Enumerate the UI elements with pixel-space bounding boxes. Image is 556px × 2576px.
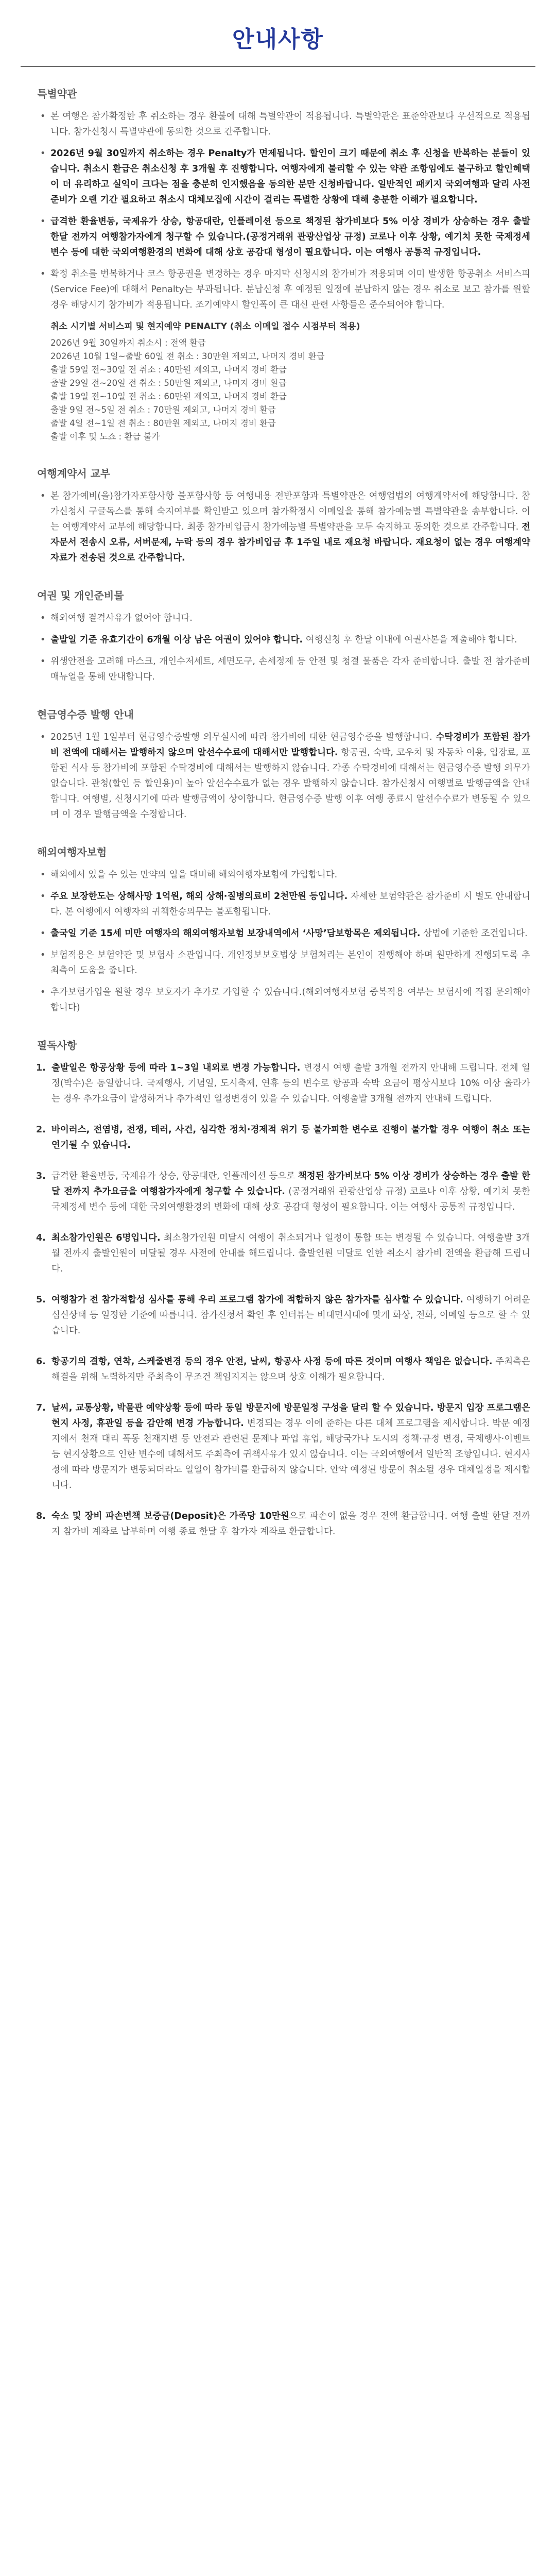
item-text-bold: 출발일 기준 유효기간이 6개월 이상 남은 여권이 있어야 합니다.: [50, 635, 303, 645]
item-number: 2.: [36, 1125, 46, 1135]
item-number: 3.: [36, 1171, 46, 1181]
schedule-title: 취소 시기별 서비스피 및 현지예약 PENALTY (취소 이메일 접수 시점부터 적용): [50, 321, 360, 332]
list-item: [21, 1509, 530, 1539]
item-text: 위생안전을 고려해 마스크, 개인수저세트, 세면도구, 손세정제 등 안전 및 청결 물품은 각자 준비합니다. 출발 전 참가준비 매뉴얼을 통해 안내합니다.: [50, 656, 530, 682]
item-text: 본 여행은 참가확정한 후 취소하는 경우 환불에 대해 특별약관이 적용됩니다. 특별약관은 표준약관보다 우선적으로 적용됩니다. 참가신청시 특별약관에 동의한 것으로 간주합니다.: [50, 111, 530, 137]
item-text: 급격한 환율변동, 국제유가 상승, 항공대란, 인플레이션 등으로: [51, 1171, 298, 1181]
list-item: [21, 146, 530, 208]
item-text: 주최측은 해결을 위해 노력하지만 주최측이 무조건 책임지지는 않으며 상호 이해가 필요합니다.: [51, 1357, 530, 1382]
list-item: [21, 214, 530, 260]
item-text: 변경시 여행 출발 3개월 전까지 안내해 드립니다. 전체 일정(박수)은 동일합니다. 국제행사, 기념일, 도시축제, 연휴 등의 변수로 항공과 숙박 요금이 평상시보다 10% 이상 올라가는 경우 추가요금이 발생하거나 추가적인 일정변경이 있을 수 있습니다. 여행출발 3개월 전까지 안내해 드립니다.: [51, 1063, 531, 1104]
item-text-bold: 바이러스, 전염병, 전쟁, 테러, 사건, 심각한 정치·경제적 위기 등 불가피한 변수로 진행이 불가할 경우 여행이 취소 또는 연기될 수 있습니다.: [51, 1125, 530, 1150]
item-text-bold: 수탁경비가 포함된 참가비 전액에 대해서는 발행하지 않으며 알선수수료에 대해서만 발행합니다.: [50, 732, 531, 758]
item-text: 여행신청 후 한달 이내에 여권사본을 제출해야 합니다.: [303, 635, 517, 645]
item-text: 최소참가인원 미달시 여행이 취소되거나 일정이 통합 또는 변경될 수 있습니다. 여행출발 3개월 전까지 출발인원이 미달될 경우 사전에 안내를 해드립니다. 출발인원 미달로 인한 취소시 참가비 전액을 환급해 드립니다.: [51, 1233, 530, 1274]
item-number: 1.: [36, 1063, 46, 1073]
section-title: 특별약관: [37, 88, 77, 100]
item-number: 7.: [36, 1403, 46, 1413]
bullet-list: [21, 730, 535, 822]
list-item: [21, 632, 530, 648]
list-item: [21, 109, 530, 140]
item-text-bold: 항공기의 결항, 연착, 스케줄변경 등의 경우 안전, 날씨, 항공사 사정 등에 따른 것이며 여행사 책임은 없습니다.: [51, 1357, 493, 1367]
section-title: 여행계약서 교부: [37, 467, 111, 480]
schedule-row: 출발 4일 전~1일 전 취소 : 80만원 제외고, 나머지 경비 환급: [50, 418, 276, 428]
list-item: [21, 926, 530, 941]
list-item: [21, 266, 530, 444]
item-text: 보험적용은 보험약관 및 보험사 소관입니다. 개인정보보호법상 보험처리는 본인이 진행해야 하며 원만하게 진행되도록 추최측이 도움을 줍니다.: [50, 950, 530, 976]
section-title: 현금영수증 발행 안내: [37, 708, 134, 721]
numbered-list: [21, 1060, 535, 1539]
list-item: [21, 1168, 530, 1215]
list-item: [21, 889, 530, 920]
item-text-bold: 최소참가인원은 6명입니다.: [51, 1233, 161, 1243]
item-number: 5.: [36, 1295, 46, 1305]
item-text-bold: 책정된 참가비보다 5% 이상 경비가 상승하는 경우 출발 한 달 전까지 추가요금을 여행참가자에게 청구할 수 있습니다.: [51, 1171, 530, 1197]
page-title: 안내사항: [232, 26, 324, 53]
special-terms-section: [21, 86, 535, 444]
schedule-row: 출발 9일 전~5일 전 취소 : 70만원 제외고, 나머지 경비 환급: [50, 405, 276, 415]
list-item: [21, 1230, 530, 1277]
bullet-list: [21, 109, 535, 444]
item-text: 여행하기 어려운 심신상태 등 일정한 기준에 따릅니다. 참가신청서 확인 후 인터뷰는 비대면시대에 맞게 화상, 전화, 이메일 등으로 할 수 있습니다.: [51, 1295, 531, 1336]
item-text-bold: 2026년 9월 30일까지 취소하는 경우 Penalty가 면제됩니다. 할인이 크기 때문에 취소 후 신청을 반복하는 분들이 있습니다. 취소시 환급은 취소신청 후 3개월 후 진행합니다. 여행자에게 불리할 수 있는 약관 조항임에도 불구하고 할인혜택이 더 유리하고 실익이 크다는 점을 충분히 인지했음을 동의한 분만 신청바랍니다. 일반적인 패키지 국외여행과 달리 사전 준비가 오랜 기간 필요하고 취소시 대체모집에 시간이 걸리는 특별한 상황에 대해 충분한 이해가 필요합니다.: [50, 148, 530, 205]
list-item: [21, 488, 530, 566]
list-item: [21, 1354, 530, 1385]
bullet-list: [21, 611, 535, 685]
list-item: [21, 1060, 530, 1107]
schedule-row: 2026년 10월 1일~출발 60일 전 취소 : 30만원 제외고, 나머지 경비 환급: [50, 351, 325, 361]
list-item: [21, 1400, 530, 1493]
item-text-bold: 급격한 환율변동, 국제유가 상승, 항공대란, 인플레이션 등으로 책정된 참가비보다 5% 이상 경비가 상승하는 경우 출발 한달 전까지 여행참가자에게 청구할 수 있습니다.(공정거래위 관광산업상 규정) 코로나 이후 상황, 예기치 못한 국제정세 변수 등에 대한 국외여행환경의 변화에 대해 상호 공감대 형성이 필요합니다. 이는 여행사 공통적 규정입니다.: [50, 216, 530, 258]
list-item: [21, 611, 530, 626]
item-text: 으로 파손이 없을 경우 전액 환급합니다. 여행 출발 한달 전까지 참가비 계좌로 납부하며 여행 종료 한달 후 참가자 계좌로 환급합니다.: [51, 1511, 530, 1537]
title-divider: [21, 66, 535, 67]
list-item: [21, 985, 530, 1015]
item-text: 추가보험가입을 원할 경우 보호자가 추가로 가입할 수 있습니다.(해외여행자보험 중복적용 여부는 보험사에 직접 문의해야 합니다): [50, 987, 530, 1013]
section-title: 여권 및 개인준비물: [37, 589, 124, 602]
schedule-row: 출발 59일 전~30일 전 취소 : 40만원 제외고, 나머지 경비 환급: [50, 365, 287, 375]
item-text: 2025년 1월 1일부터 현금영수증발행 의무실시에 따라 참가비에 대한 현금영수증을 발행합니다.: [50, 732, 436, 742]
list-item: [21, 730, 530, 822]
item-text: 항공권, 숙박, 코우치 및 자동차 이용, 입장료, 포함된 식사 등 참가비에 포함된 수탁경비에 대해서는 발행하지 않습니다. 각종 수탁경비에 대해서는 현금영수증 발행 의무가 없습니다. 관청(할인 등 할인용)이 높아 알선수수료가 없는 경우 발행하지 않습니다. 참가신청시 여행별로 발행금액을 안내합니다. 여행별, 신청시기에 따라 발행금액이 상이합니다. 현금영수증 발행 이후 여행 종료시 알선수수료가 변동될 수 있으며 이 경우 발행금액을 수정합니다.: [50, 748, 530, 820]
item-text: 해외여행 결격사유가 없어야 합니다.: [50, 613, 193, 623]
schedule-row: 출발 19일 전~10일 전 취소 : 60만원 제외고, 나머지 경비 환급: [50, 392, 287, 401]
item-text-bold: 날씨, 교통상황, 박물관 예약상황 등에 따라 동일 방문지에 방문일정 구성을 달리 할 수 있습니다. 방문지 입장 프로그램은 현지 사정, 휴관일 등을 감안해 변경 가능합니다.: [51, 1403, 530, 1429]
section-title: 해외여행자보험: [37, 846, 107, 858]
schedule-row: 출발 29일 전~20일 전 취소 : 50만원 제외고, 나머지 경비 환급: [50, 378, 287, 388]
contract-section: [21, 465, 535, 566]
item-text-bold: 출국일 기준 15세 미만 여행자의 해외여행자보험 보장내역에서 ‘사망’담보항목은 제외됩니다.: [50, 928, 421, 939]
item-text-bold: 전자문서 전송시 오류, 서버문제, 누락 등의 경우 참가비입금 후 1주일 내로 재요청 바랍니다. 재요청이 없는 경우 여행계약 자료가 전송된 것으로 간주합니다.: [50, 522, 530, 563]
section-title: 필독사항: [37, 1039, 77, 1052]
item-text: 변경되는 경우 이에 준하는 다른 대체 프로그램을 제시합니다. 박문 예정지에서 천재 대리 폭동 천재지변 등 안전과 관련된 문제나 파업 휴업, 해당국가나 도시의 정책·규정 변경, 국제행사·이벤트 등 현지상황으로 인한 변수에 대해서도 주최측에 귀책사유가 있지 않습니다. 이는 국외여행에서 일반적 조항입니다. 현지사정에 따라 방문지가 변동되더라도 일일이 참가비를 환급하지 않습니다. 안악 예정된 방문이 취소될 경우 대체일정을 제시합니다.: [51, 1418, 531, 1490]
list-item: [21, 1122, 530, 1153]
passport-section: [21, 587, 535, 685]
item-number: 8.: [36, 1511, 46, 1521]
list-item: [21, 1292, 530, 1338]
item-number: 6.: [36, 1357, 46, 1367]
receipt-section: [21, 706, 535, 822]
item-text-bold: 주요 보장한도는 상해사망 1억원, 해외 상해·질병의료비 2천만원 등입니다.: [50, 891, 348, 902]
item-number: 4.: [36, 1233, 46, 1243]
item-text-bold: 숙소 및 장비 파손변책 보증금(Deposit)은 가족당 10만원: [51, 1511, 289, 1521]
insurance-section: [21, 844, 535, 1015]
item-text: 자세한 보험약관은 참가준비 시 별도 안내합니다. 본 여행에서 여행자의 귀책한승의무는 불포함됩니다.: [50, 891, 531, 917]
list-item: [21, 654, 530, 685]
item-text-bold: 여행참가 전 참가적합성 심사를 통해 우리 프로그램 참가에 적합하지 않은 참가자를 심사할 수 있습니다.: [51, 1295, 463, 1305]
schedule-row: 2026년 9월 30일까지 취소시 : 전액 환급: [50, 338, 206, 348]
item-text: 확정 취소를 번복하거나 코스 항공권을 변경하는 경우 마지막 신청시의 참가비가 적용되며 이미 발생한 항공취소 서비스피(Service Fee)에 대해서 Penalty는 부과됩니다. 분납신청 후 예정된 일정에 분납하지 않는 경우 취소로 보고 참가를 원할 경우 해당시기 참가비가 적용됩니다. 조기예약시 할인폭이 큰 대신 관련 사항들은 준수되어야 합니다.: [50, 269, 530, 310]
item-text: 상법에 기준한 조건입니다.: [420, 928, 528, 939]
item-text: (공정거래위 관광산업상 규정) 코로나 이후 상황, 예기치 못한 국제정세 변수 등에 대한 국외여행환경의 변화에 대해 상호 공감대 형성이 필요합니다. 이는 여행사 공통적 규정입니다.: [51, 1187, 530, 1212]
item-text-bold: 출발일은 항공상황 등에 따라 1~3일 내외로 변경 가능합니다.: [51, 1063, 301, 1073]
bullet-list: [21, 867, 535, 1015]
list-item: [21, 947, 530, 978]
schedule-row: 출발 이후 및 노쇼 : 환급 불가: [50, 432, 160, 442]
bullet-list: [21, 488, 535, 566]
item-text: 해외에서 있을 수 있는 만약의 일을 대비해 해외여행자보험에 가입합니다.: [50, 870, 338, 880]
cancellation-schedule: [50, 320, 530, 444]
item-text: 본 참가예비(을)참가자포함사항 불포함사항 등 여행내용 전반포함과 특별약관은 여행업법의 여행계약서에 해당합니다. 참가신청시 구글독스를 통해 숙지여부를 확인받고 있으며 참가확정시 이메일을 통해 참가예능별 특별약관을 송부합니다. 이는 여행계약서 교부에 해당합니다. 최종 참가비입금시 참가예능별 특별약관을 모두 숙지하고 동의한 것으로 간주합니다.: [50, 491, 530, 532]
list-item: [21, 867, 530, 883]
notes-section: [21, 1037, 535, 1539]
